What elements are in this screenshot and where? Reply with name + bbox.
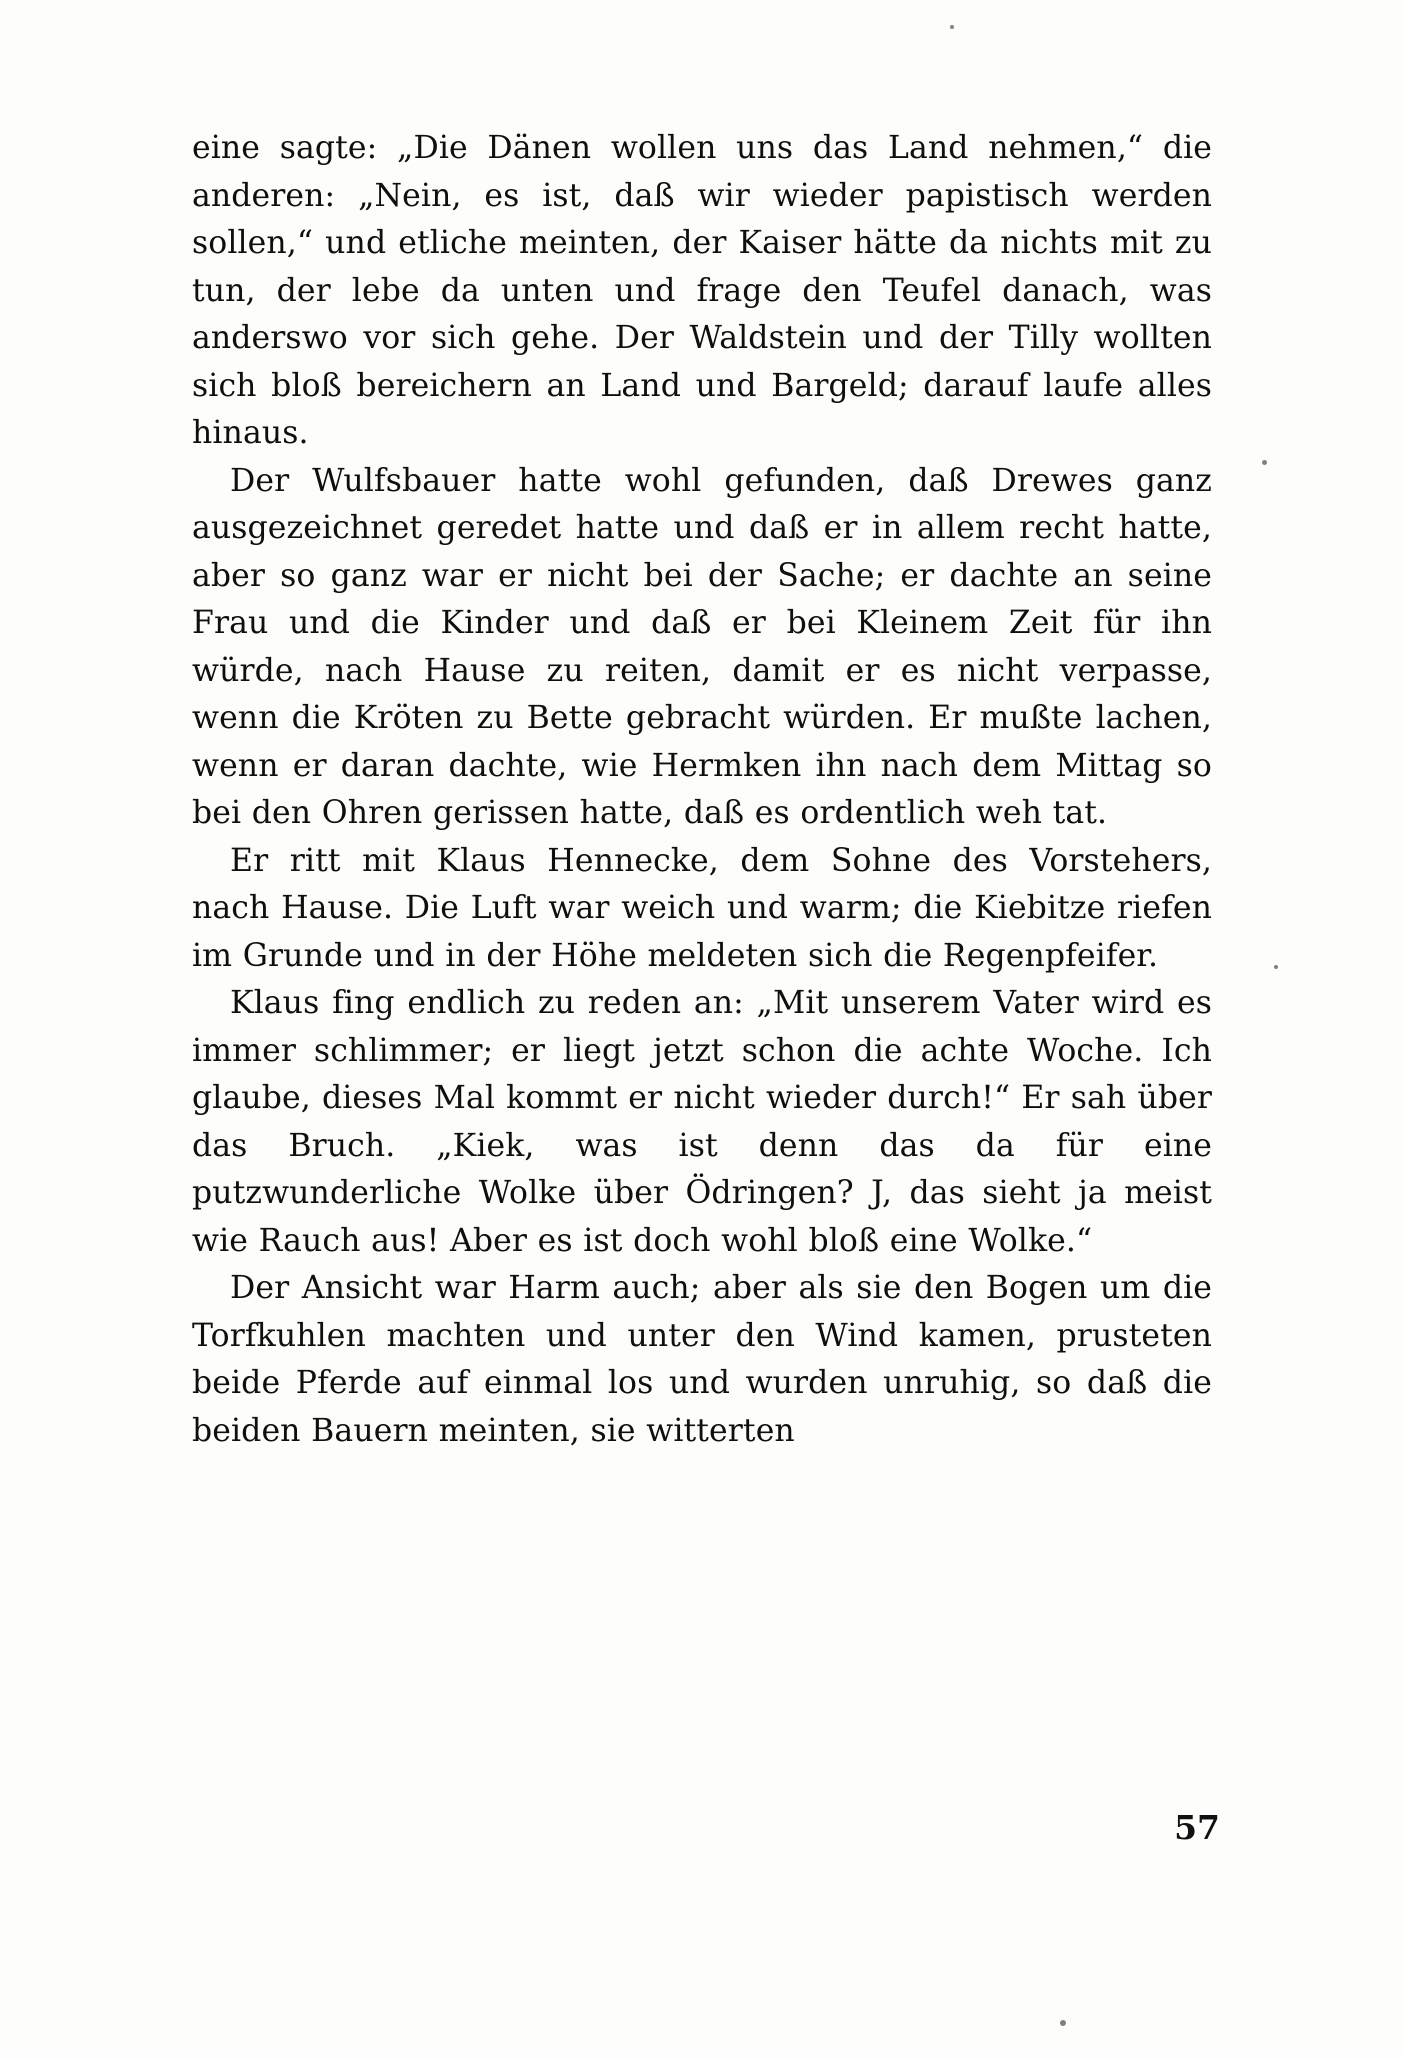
paper-speck: [1274, 965, 1278, 969]
paragraph: Klaus fing endlich zu reden an: „Mit unserem Vater wird es immer schlimmer; er liegt jetzt schon die achte Woche. Ich glaube, dieses Mal kommt er nicht wieder durch!“ Er sah über das Bruch. „Kiek, was ist denn das da für eine putzwunderliche Wolke über Ödringen? J, das sieht ja meist wie Rauch aus! Aber es ist doch wohl bloß eine Wolke.“: [192, 985, 1212, 1259]
paragraph: Der Wulfsbauer hatte wohl gefunden, daß Drewes ganz ausgezeichnet geredet hatte und daß er in allem recht hatte, aber so ganz war er nicht bei der Sache; er dachte an seine Frau und die Kinder und daß er bei Kleinem Zeit für ihn würde, nach Hause zu reiten, damit er es nicht verpasse, wenn die Kröten zu Bette gebracht würden. Er mußte lachen, wenn er daran dachte, wie Hermken ihn nach dem Mittag so bei den Ohren gerissen hatte, daß es ordentlich weh tat.: [192, 462, 1212, 831]
paper-speck: [1262, 460, 1267, 465]
paragraph: eine sagte: „Die Dänen wollen uns das Land nehmen,“ die anderen: „Nein, es ist, daß wir wieder papistisch werden sollen,“ und etliche meinten, der Kaiser hätte da nichts mit zu tun, der lebe da unten und frage den Teufel danach, was anderswo vor sich gehe. Der Waldstein und der Tilly wollten sich bloß bereichern an Land und Bargeld; darauf laufe alles hinaus.: [192, 130, 1212, 451]
paper-speck: [950, 25, 954, 29]
paper-speck: [1060, 2020, 1066, 2026]
body-text: [192, 125, 1212, 1455]
paragraph: Der Ansicht war Harm auch; aber als sie den Bogen um die Torfkuhlen machten und unter den Wind kamen, prusteten beide Pferde auf einmal los und wurden unruhig, so daß die beiden Bauern meinten, sie witterten: [192, 1270, 1212, 1449]
page-number: 57: [1174, 1808, 1220, 1847]
paragraph: Er ritt mit Klaus Hennecke, dem Sohne des Vorstehers, nach Hause. Die Luft war weich und warm; die Kiebitze riefen im Grunde und in der Höhe meldeten sich die Regenpfeifer.: [192, 842, 1212, 974]
